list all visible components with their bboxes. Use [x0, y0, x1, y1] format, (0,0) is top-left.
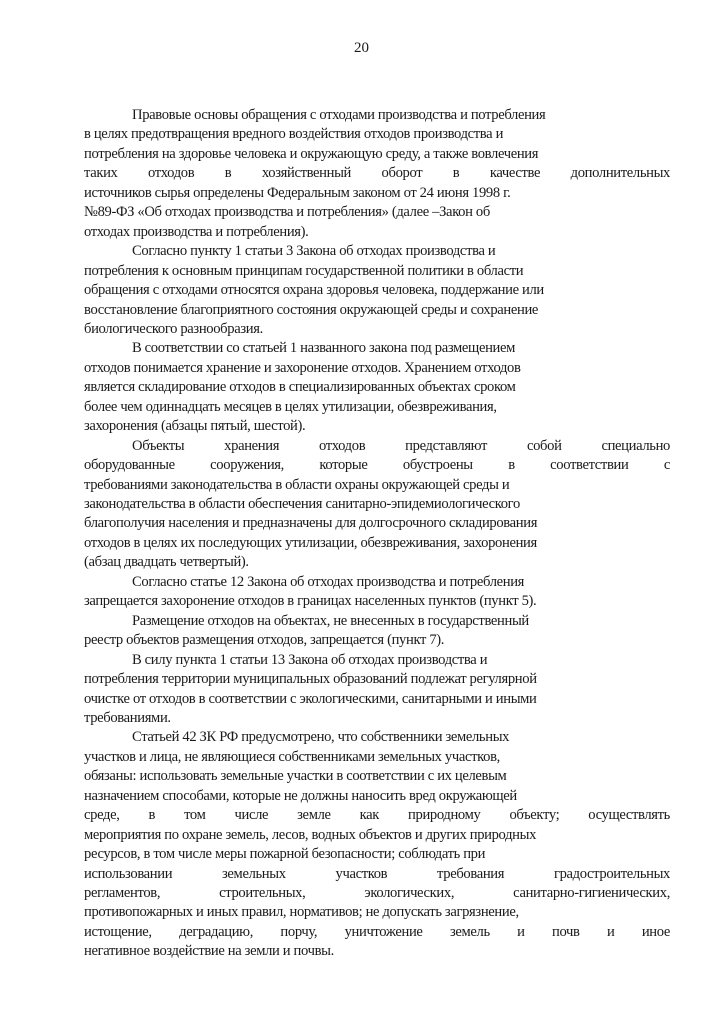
- text-line: Согласно пункту 1 статьи 3 Закона об отходах производства и: [132, 243, 496, 260]
- text-line: мероприятия по охране земель, лесов, водных объектов и других природных: [84, 826, 537, 843]
- text-line: реестр объектов размещения отходов, запрещается (пункт 7).: [84, 632, 445, 649]
- text-line: обязаны: использовать земельные участки в соответствии с их целевым: [84, 768, 507, 785]
- text-line: Объекты хранения отходов представляют собой специально: [132, 437, 670, 454]
- paragraph: [84, 106, 670, 242]
- text-line: среде, в том числе земле как природному объекту; осуществлять: [84, 807, 670, 824]
- paragraph: [84, 339, 670, 436]
- text-line: таких отходов в хозяйственный оборот в качестве дополнительных: [84, 165, 670, 182]
- text-line: источников сырья определены Федеральным законом от 24 июня 1998 г.: [84, 184, 511, 201]
- text-line: Согласно статье 12 Закона об отходах производства и потребления: [132, 573, 525, 590]
- text-line: потребления к основным принципам государственной политики в области: [84, 262, 524, 279]
- text-line: запрещается захоронение отходов в границах населенных пунктов (пункт 5).: [84, 593, 537, 610]
- text-line: очистке от отходов в соответствии с экологическими, санитарными и иными: [84, 690, 537, 707]
- paragraph: [84, 242, 670, 339]
- text-line: ресурсов, в том числе меры пожарной безопасности; соблюдать при: [84, 846, 486, 863]
- text-line: является складирование отходов в специализированных объектах сроком: [84, 379, 516, 396]
- paragraph: [84, 437, 670, 573]
- text-line: Размещение отходов на объектах, не внесенных в государственный: [132, 612, 529, 629]
- text-line: потребления на здоровье человека и окружающую среду, а также вовлечения: [84, 145, 539, 162]
- document-body: [84, 106, 670, 962]
- text-line: отходах производства и потребления).: [84, 223, 309, 240]
- text-line: требованиями.: [84, 710, 171, 726]
- text-line: оборудованные сооружения, которые обустроены в соответствии с: [84, 457, 670, 474]
- paragraph: [84, 728, 670, 961]
- paragraph: [84, 612, 670, 651]
- text-line: Статьей 42 ЗК РФ предусмотрено, что собственники земельных: [132, 729, 510, 746]
- text-line: (абзац двадцать четвертый).: [84, 554, 249, 571]
- text-line: противопожарных и иных правил, нормативов; не допускать загрязнение,: [84, 904, 519, 921]
- text-line: участков и лица, не являющиеся собственниками земельных участков,: [84, 748, 500, 765]
- text-line: требованиями законодательства в области охраны окружающей среды и: [84, 476, 510, 493]
- text-line: В силу пункта 1 статьи 13 Закона об отходах производства и: [132, 651, 488, 668]
- text-line: в целях предотвращения вредного воздействия отходов производства и: [84, 126, 504, 143]
- paragraph: [84, 651, 670, 729]
- page-number: 20: [354, 40, 369, 56]
- text-line: восстановление благоприятного состояния окружающей среды и сохранение: [84, 301, 539, 318]
- text-line: обращения с отходами относятся охрана здоровья человека, поддержание или: [84, 282, 544, 299]
- text-line: использовании земельных участков требования градостроительных: [84, 865, 670, 882]
- text-line: потребления территории муниципальных образований подлежат регулярной: [84, 671, 537, 688]
- text-line: В соответствии со статьей 1 названного закона под размещением: [132, 340, 515, 357]
- text-line: более чем одиннадцать месяцев в целях утилизации, обезвреживания,: [84, 398, 497, 415]
- text-line: отходов в целях их последующих утилизации, обезвреживания, захоронения: [84, 534, 537, 551]
- text-line: истощение, деградацию, порчу, уничтожение земель и почв и иное: [84, 923, 670, 940]
- text-line: Правовые основы обращения с отходами производства и потребления: [132, 107, 546, 123]
- text-line: благополучия населения и предназначены для долгосрочного складирования: [84, 515, 538, 532]
- text-line: регламентов, строительных, экологических, санитарно-гигиенических,: [84, 885, 670, 902]
- text-line: отходов понимается хранение и захоронение отходов. Хранением отходов: [84, 359, 521, 376]
- text-line: №89-ФЗ «Об отходах производства и потребления» (далее –Закон об: [84, 204, 490, 221]
- text-line: захоронения (абзацы пятый, шестой).: [84, 418, 306, 435]
- paragraph: [84, 573, 670, 612]
- text-line: негативное воздействие на земли и почвы.: [84, 943, 334, 960]
- text-line: биологического разнообразия.: [84, 320, 263, 337]
- text-line: назначением способами, которые не должны наносить вред окружающей: [84, 787, 517, 804]
- text-line: законодательства в области обеспечения санитарно-эпидемиологического: [84, 496, 520, 513]
